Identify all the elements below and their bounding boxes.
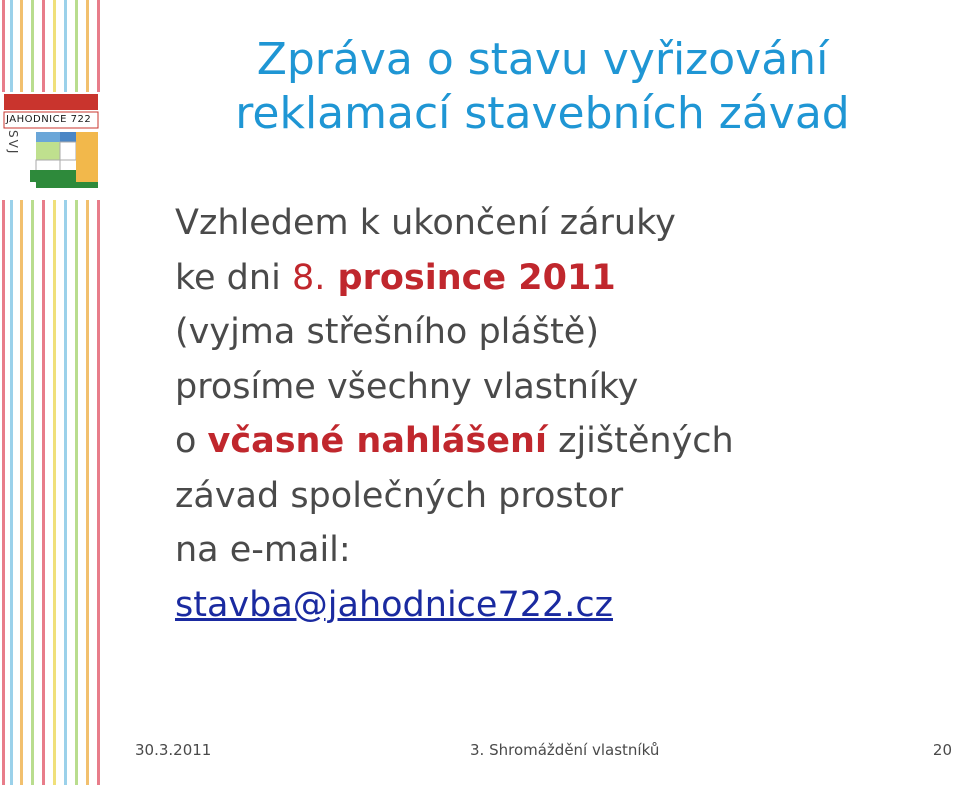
timely-report-highlight: včasné nahlášení — [207, 421, 547, 461]
body-line-1: Vzhledem k ukončení záruky — [175, 203, 676, 243]
warranty-date-month-year: prosince 2011 — [325, 257, 616, 298]
footer-date: 30.3.2011 — [135, 741, 212, 759]
footer-event: 3. Shromáždění vlastníků — [470, 741, 660, 759]
page-number: 20 — [932, 741, 952, 759]
logo-name: JAHODNICE 722 — [6, 114, 92, 125]
body-line-5-suffix: zjištěných — [546, 421, 734, 461]
body-text — [175, 196, 945, 632]
body-line-2-prefix: ke dni — [175, 257, 292, 298]
title-line-1: Zpráva o stavu vyřizování — [256, 34, 829, 85]
body-line-4: prosíme všechny vlastníky — [175, 366, 639, 407]
body-line-5 — [175, 414, 945, 469]
body-line-2 — [175, 251, 945, 306]
warranty-date-day: 8. — [291, 257, 326, 298]
body-line-5-prefix: o — [175, 421, 208, 461]
logo-abbrev: SVJ — [6, 130, 20, 156]
body-line-6: závad společných prostor — [175, 475, 624, 516]
body-line-3: (vyjma střešního pláště) — [175, 312, 599, 352]
title-line-2: reklamací stavebních závad — [235, 88, 850, 139]
email-link[interactable]: stavba@jahodnice722.cz — [175, 584, 613, 625]
body-line-7: na e-mail: — [175, 530, 351, 570]
page-title — [135, 33, 950, 141]
